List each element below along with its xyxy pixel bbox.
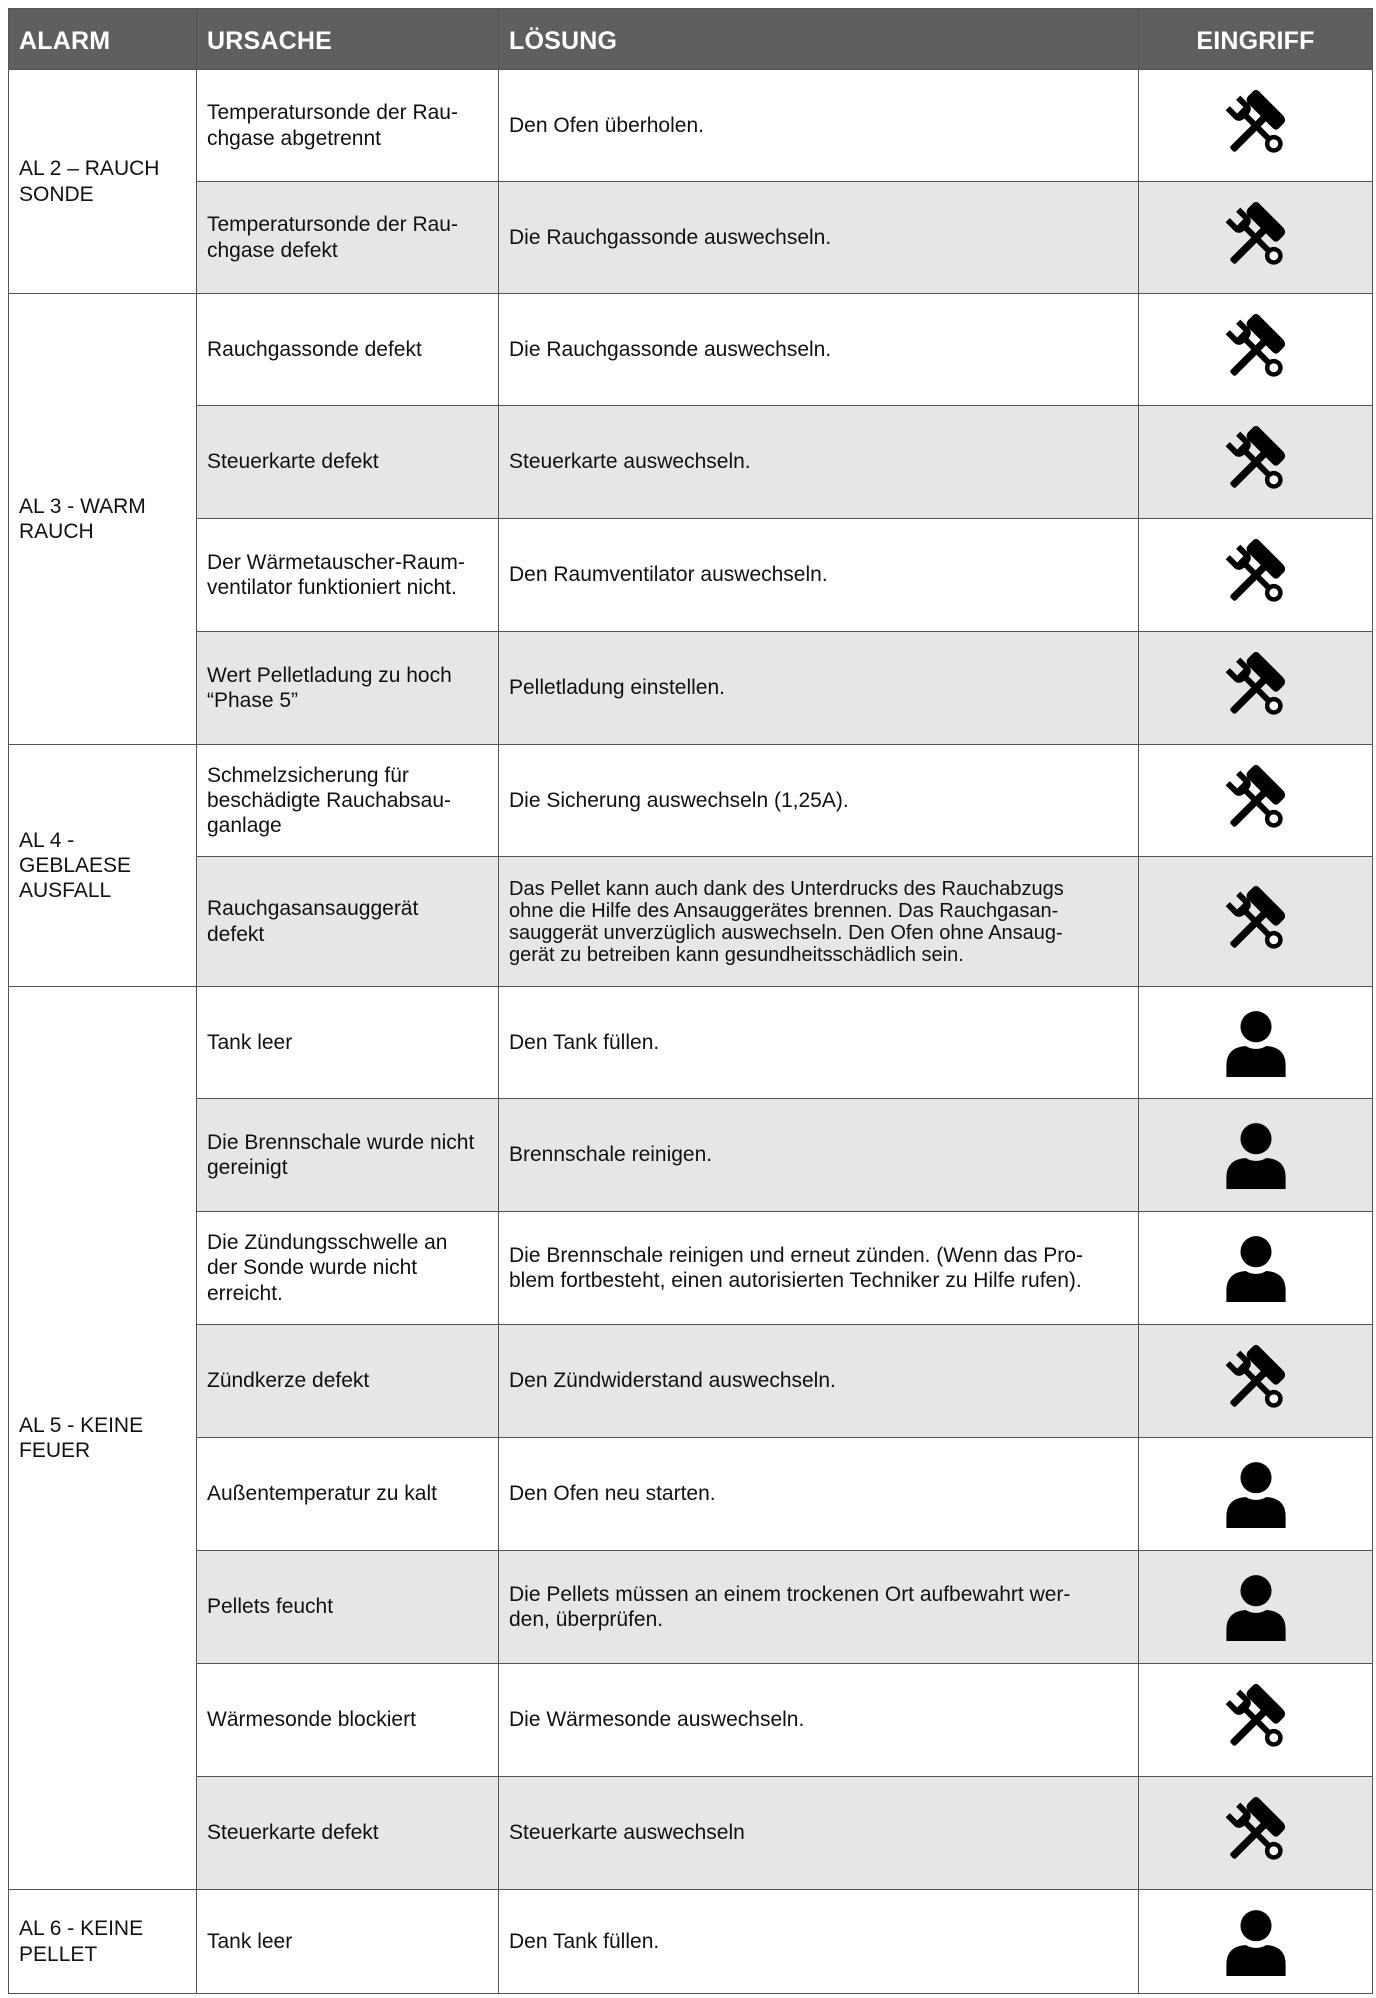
ursache-cell: Temperatursonde der Rau- chgase defekt [197, 182, 499, 294]
table-row [9, 1438, 1373, 1551]
loesung-cell: Brennschale reinigen. [499, 1099, 1139, 1212]
eingriff-cell [1139, 1890, 1373, 1994]
tools-icon [1219, 425, 1293, 499]
ursache-cell: Rauchgassonde defekt [197, 294, 499, 406]
table-row [9, 1551, 1373, 1664]
alarm-cell: AL 3 - WARM RAUCH [9, 294, 197, 745]
tools-icon [1219, 313, 1293, 387]
table-row [9, 1890, 1373, 1994]
eingriff-cell [1139, 1099, 1373, 1212]
tools-icon [1219, 89, 1293, 163]
table-row [9, 745, 1373, 857]
loesung-cell: Den Tank füllen. [499, 987, 1139, 1099]
ursache-cell: Der Wärmetauscher-Raum- ventilator funktioniert nicht. [197, 519, 499, 632]
user-icon [1219, 1905, 1293, 1979]
alarm-cell: AL 6 - KEINE PELLET [9, 1890, 197, 1994]
loesung-cell: Die Rauchgassonde auswechseln. [499, 294, 1139, 406]
eingriff-cell [1139, 1438, 1373, 1551]
table-row [9, 1212, 1373, 1325]
table-row [9, 632, 1373, 745]
header-alarm: ALARM [9, 9, 197, 70]
header-eingriff: EINGRIFF [1139, 9, 1373, 70]
loesung-cell: Steuerkarte auswechseln. [499, 406, 1139, 519]
eingriff-cell [1139, 632, 1373, 745]
table-row [9, 987, 1373, 1099]
header-ursache: URSACHE [197, 9, 499, 70]
eingriff-cell [1139, 745, 1373, 857]
table-body [9, 70, 1373, 1994]
eingriff-cell [1139, 182, 1373, 294]
table-row [9, 294, 1373, 406]
ursache-cell: Pellets feucht [197, 1551, 499, 1664]
eingriff-cell [1139, 1664, 1373, 1777]
tools-icon [1219, 651, 1293, 725]
ursache-cell: Steuerkarte defekt [197, 406, 499, 519]
loesung-cell: Die Sicherung auswechseln (1,25A). [499, 745, 1139, 857]
eingriff-cell [1139, 406, 1373, 519]
user-icon [1219, 1118, 1293, 1192]
ursache-cell: Rauchgasansauggerät defekt [197, 857, 499, 987]
alarm-cell: AL 4 - GEBLAESE AUSFALL [9, 745, 197, 987]
tools-icon [1219, 1796, 1293, 1870]
ursache-cell: Tank leer [197, 1890, 499, 1994]
alarm-cell: AL 5 - KEINE FEUER [9, 987, 197, 1890]
tools-icon [1219, 201, 1293, 275]
loesung-cell: Die Wärmesonde auswechseln. [499, 1664, 1139, 1777]
table-row [9, 1777, 1373, 1890]
eingriff-cell [1139, 294, 1373, 406]
eingriff-cell [1139, 857, 1373, 987]
header-row [9, 9, 1373, 70]
loesung-cell: Den Ofen neu starten. [499, 1438, 1139, 1551]
loesung-cell: Die Brennschale reinigen und erneut zünden. (Wenn das Pro- blem fortbesteht, einen autorisierten Techniker zu Hilfe rufen). [499, 1212, 1139, 1325]
table-row [9, 70, 1373, 182]
loesung-cell: Steuerkarte auswechseln [499, 1777, 1139, 1890]
ursache-cell: Temperatursonde der Rau- chgase abgetrennt [197, 70, 499, 182]
ursache-cell: Tank leer [197, 987, 499, 1099]
tools-icon [1219, 885, 1293, 959]
alarm-cell: AL 2 – RAUCH SONDE [9, 70, 197, 294]
table-row [9, 1664, 1373, 1777]
eingriff-cell [1139, 1551, 1373, 1664]
loesung-cell: Pelletladung einstellen. [499, 632, 1139, 745]
eingriff-cell [1139, 519, 1373, 632]
loesung-cell: Den Zündwiderstand auswechseln. [499, 1325, 1139, 1438]
alarm-table [8, 8, 1373, 1994]
eingriff-cell [1139, 987, 1373, 1099]
user-icon [1219, 1006, 1293, 1080]
user-icon [1219, 1231, 1293, 1305]
loesung-cell: Den Raumventilator auswechseln. [499, 519, 1139, 632]
user-icon [1219, 1570, 1293, 1644]
loesung-cell: Den Tank füllen. [499, 1890, 1139, 1994]
eingriff-cell [1139, 1777, 1373, 1890]
user-icon [1219, 1457, 1293, 1531]
table-row [9, 1325, 1373, 1438]
ursache-cell: Außentemperatur zu kalt [197, 1438, 499, 1551]
table-row [9, 182, 1373, 294]
loesung-cell: Die Rauchgassonde auswechseln. [499, 182, 1139, 294]
tools-icon [1219, 538, 1293, 612]
ursache-cell: Zündkerze defekt [197, 1325, 499, 1438]
loesung-cell: Die Pellets müssen an einem trockenen Ort aufbewahrt wer- den, überprüfen. [499, 1551, 1139, 1664]
tools-icon [1219, 1683, 1293, 1757]
tools-icon [1219, 1344, 1293, 1418]
ursache-cell: Schmelzsicherung für beschädigte Rauchabsau- ganlage [197, 745, 499, 857]
ursache-cell: Die Zündungsschwelle an der Sonde wurde nicht erreicht. [197, 1212, 499, 1325]
loesung-cell: Den Ofen überholen. [499, 70, 1139, 182]
ursache-cell: Wert Pelletladung zu hoch “Phase 5” [197, 632, 499, 745]
ursache-cell: Steuerkarte defekt [197, 1777, 499, 1890]
eingriff-cell [1139, 1325, 1373, 1438]
loesung-cell: Das Pellet kann auch dank des Unterdrucks des Rauchabzugs ohne die Hilfe des Ansauggerätes brennen. Das Rauchgasan- sauggerät unverzüglich auswechseln. Den Ofen ohne Ansaug- gerät zu betreiben kann gesundheitsschädlich sein. [499, 857, 1139, 987]
eingriff-cell [1139, 1212, 1373, 1325]
table-row [9, 519, 1373, 632]
table-row [9, 857, 1373, 987]
ursache-cell: Die Brennschale wurde nicht gereinigt [197, 1099, 499, 1212]
eingriff-cell [1139, 70, 1373, 182]
header-loesung: LÖSUNG [499, 9, 1139, 70]
tools-icon [1219, 764, 1293, 838]
ursache-cell: Wärmesonde blockiert [197, 1664, 499, 1777]
table-row [9, 1099, 1373, 1212]
table-row [9, 406, 1373, 519]
